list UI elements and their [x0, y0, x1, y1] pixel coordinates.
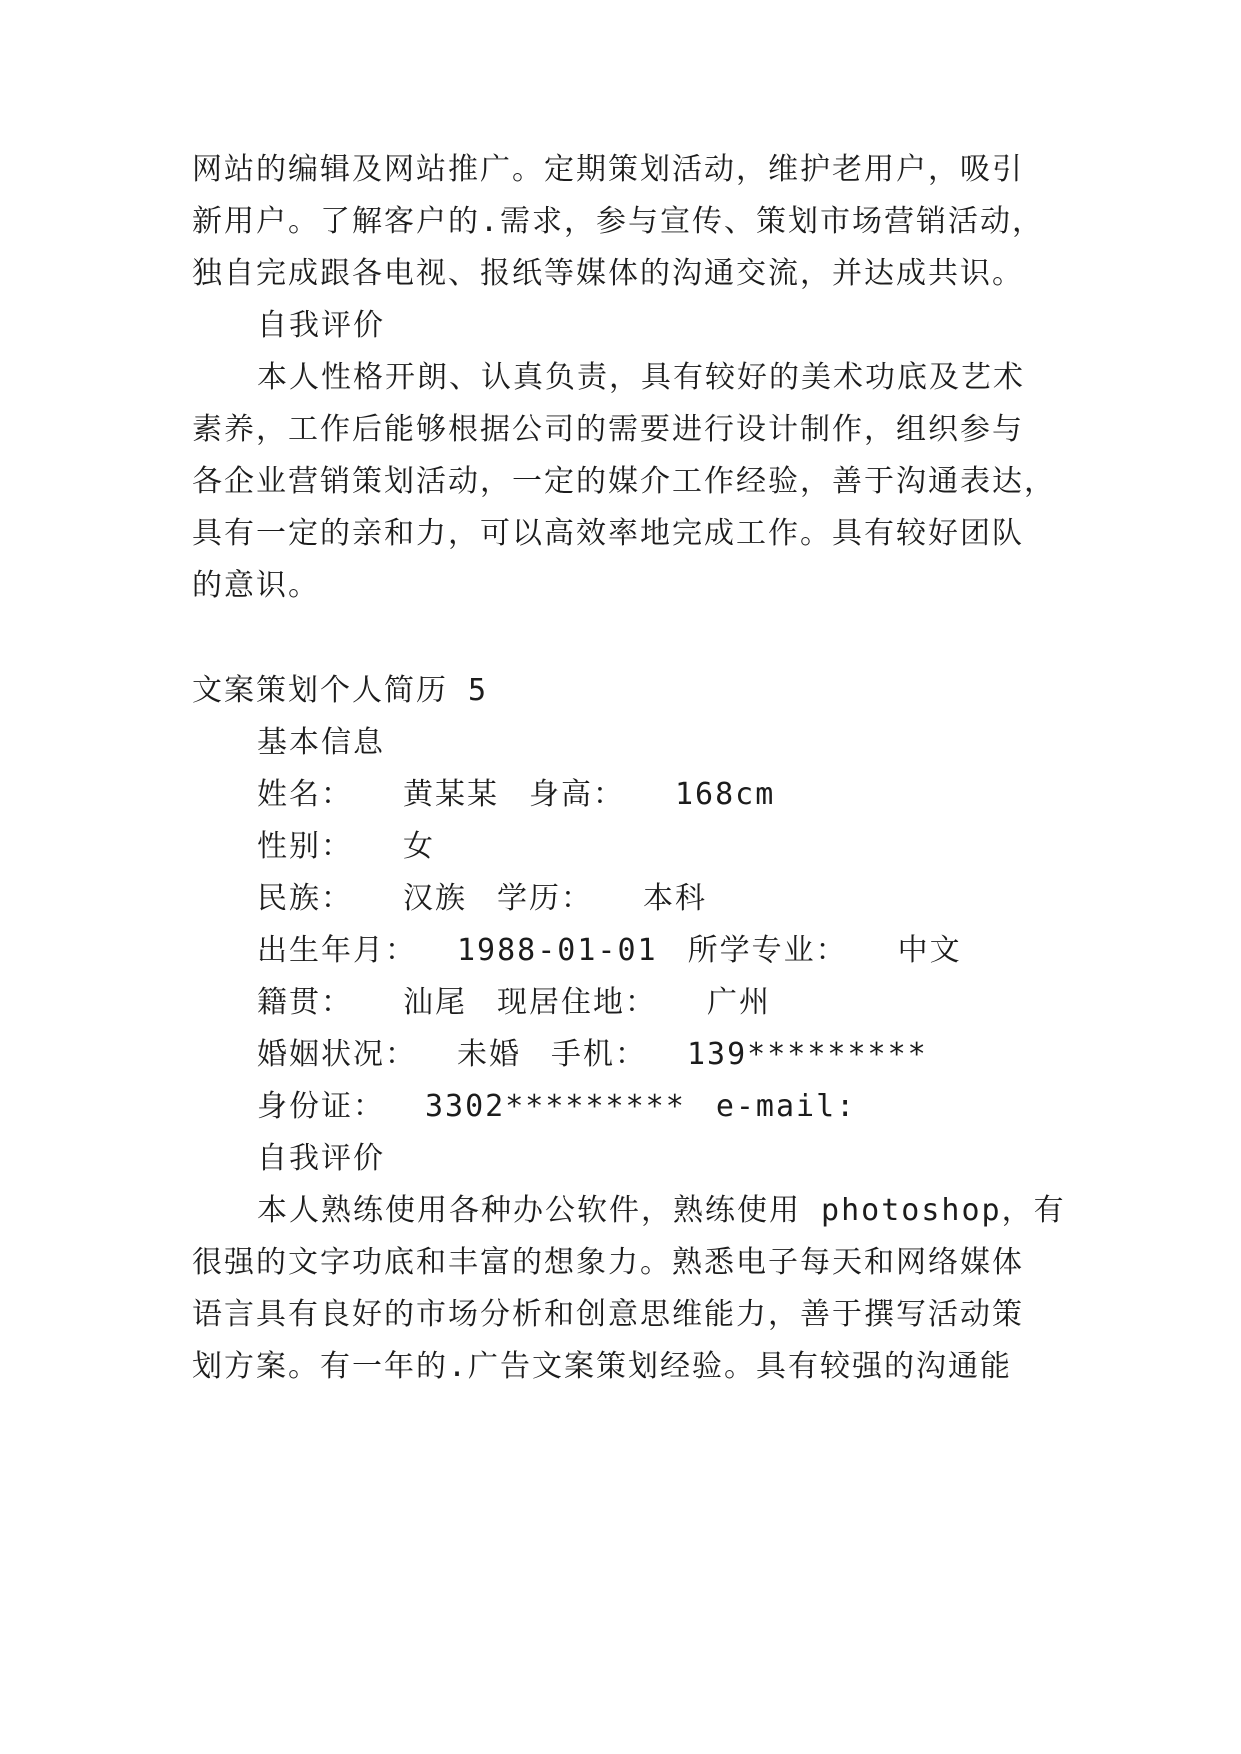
- resume-title: 文案策划个人简历 5: [192, 673, 489, 708]
- self-eval-1-line-3: 各企业营销策划活动，一定的媒介工作经验，善于沟通表达，: [192, 464, 1056, 499]
- self-eval-2-line-2: 很强的文字功底和丰富的想象力。熟悉电子每天和网络媒体: [192, 1245, 1024, 1280]
- hometown-value: 汕尾: [403, 985, 467, 1020]
- name-value: 黄某某: [403, 777, 499, 812]
- major-value: 中文: [897, 933, 962, 968]
- self-eval-1-line-1: 本人性格开朗、认真负责，具有较好的美术功底及艺术: [257, 360, 1025, 395]
- self-eval-2-line-1: 本人熟练使用各种办公软件，熟练使用 photoshop，有: [257, 1193, 1066, 1228]
- intro-line-1: 网站的编辑及网站推广。定期策划活动，维护老用户，吸引: [192, 152, 1024, 187]
- height-label: 身高：: [529, 777, 625, 812]
- self-eval-2-line-3: 语言具有良好的市场分析和创意思维能力，善于撰写活动策: [192, 1297, 1024, 1332]
- self-eval-1-line-2: 素养，工作后能够根据公司的需要进行设计制作，组织参与: [192, 412, 1024, 447]
- major-label: 所学专业：: [687, 933, 848, 968]
- gender-label: 性别：: [257, 829, 353, 864]
- height-value: 168cm: [675, 777, 776, 812]
- phone-value: 139*********: [687, 1037, 928, 1072]
- ethnicity-value: 汉族: [403, 881, 467, 916]
- birth-label: 出生年月：: [257, 933, 417, 968]
- row-gender: [257, 827, 435, 867]
- hometown-label: 籍贯：: [257, 985, 353, 1020]
- email-label: e-mail:: [715, 1089, 857, 1124]
- education-value: 本科: [643, 881, 707, 916]
- intro-line-2: 新用户。了解客户的.需求，参与宣传、策划市场营销活动，: [192, 204, 1045, 239]
- row-name-height: [257, 775, 775, 815]
- phone-label: 手机：: [551, 1037, 647, 1072]
- row-marital-phone: [257, 1035, 928, 1075]
- self-eval-2-line-4: 划方案。有一年的.广告文案策划经验。具有较强的沟通能: [192, 1349, 1013, 1384]
- marital-value: 未婚: [457, 1037, 521, 1072]
- ethnicity-label: 民族：: [257, 881, 353, 916]
- residence-label: 现居住地：: [497, 985, 657, 1020]
- id-value: 3302*********: [425, 1089, 686, 1124]
- row-hometown-residence: [257, 983, 771, 1023]
- intro-line-3: 独自完成跟各电视、报纸等媒体的沟通交流，并达成共识。: [192, 256, 1024, 291]
- birth-value: 1988-01-01: [457, 933, 658, 968]
- row-id-email: [257, 1087, 856, 1127]
- basic-info-heading: 基本信息: [257, 725, 385, 760]
- education-label: 学历：: [497, 881, 593, 916]
- self-eval-heading-2: 自我评价: [257, 1141, 385, 1176]
- residence-value: 广州: [707, 985, 771, 1020]
- gender-value: 女: [403, 829, 435, 864]
- self-eval-heading-1: 自我评价: [257, 308, 385, 343]
- marital-label: 婚姻状况：: [257, 1037, 417, 1072]
- id-label: 身份证：: [257, 1089, 385, 1124]
- name-label: 姓名：: [257, 777, 353, 812]
- row-birth-major: [257, 931, 962, 971]
- self-eval-1-line-5: 的意识。: [192, 568, 320, 603]
- row-ethnicity-education: [257, 879, 707, 919]
- self-eval-1-line-4: 具有一定的亲和力，可以高效率地完成工作。具有较好团队: [192, 516, 1024, 551]
